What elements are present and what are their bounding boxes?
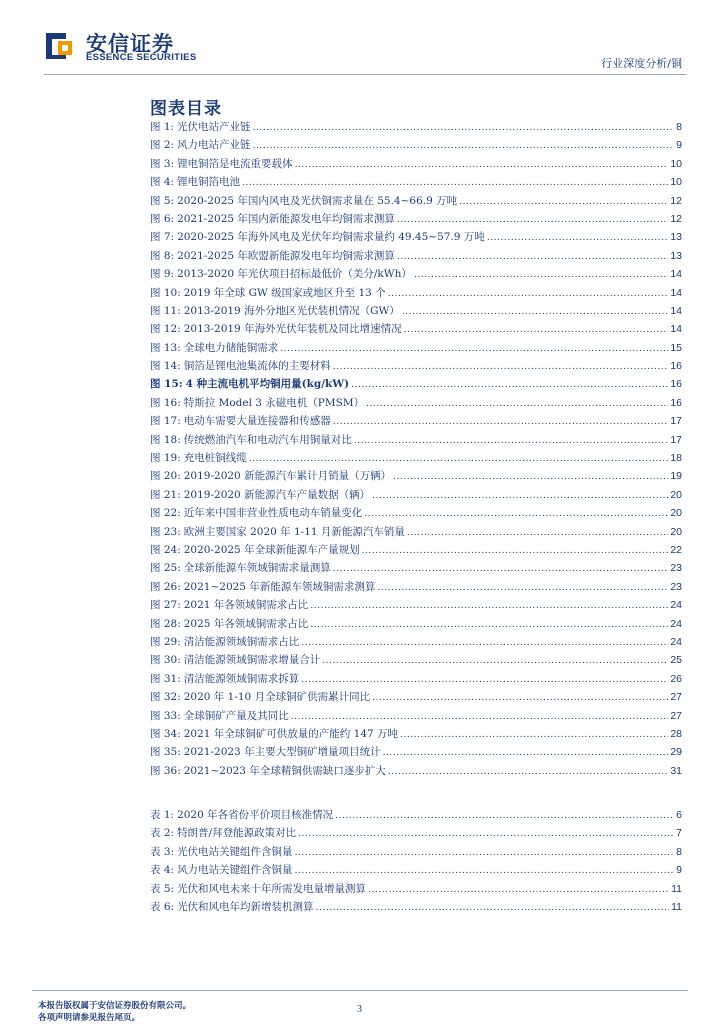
- figure-list: [150, 118, 682, 780]
- entry-title: 2020 年 1-10 月全球铜矿供需累计同比: [183, 691, 371, 704]
- entry-label: 表 3:: [150, 845, 175, 858]
- entry-page-number: 25: [670, 654, 682, 667]
- entry-title: 2021~2023 年全球精铜供需缺口逐步扩大: [183, 764, 386, 777]
- figure-entry[interactable]: [150, 670, 682, 688]
- dot-leader: [253, 136, 675, 154]
- dot-leader: [333, 412, 669, 430]
- dot-leader: [354, 431, 669, 449]
- dot-leader: [295, 155, 669, 173]
- page-header: [0, 0, 724, 80]
- logo-chinese-name: 安信证券: [86, 32, 174, 56]
- dot-leader: [280, 339, 668, 357]
- entry-title: 传统燃油汽车和电动汽车用铜量对比: [183, 433, 352, 446]
- dot-leader: [400, 725, 668, 743]
- entry-page-number: 15: [670, 341, 682, 354]
- figure-entry[interactable]: [150, 412, 682, 430]
- dot-leader: [414, 265, 668, 283]
- entry-title: 2013-2020 年光伏项目招标最低价（美分/kWh）: [177, 268, 412, 281]
- entry-label: 表 5:: [150, 882, 175, 895]
- figure-entry[interactable]: [150, 596, 682, 614]
- figure-entry[interactable]: [150, 118, 682, 136]
- entry-title: 清洁能源领域铜需求拆算: [183, 672, 300, 685]
- entry-label: 图 35:: [150, 746, 181, 759]
- entry-page-number: 12: [670, 212, 682, 225]
- figure-entry[interactable]: [150, 541, 682, 559]
- entry-label: 表 4:: [150, 864, 175, 877]
- entry-page-number: 20: [670, 488, 682, 501]
- entry-label: 图 32:: [150, 691, 181, 704]
- figure-entry[interactable]: [150, 136, 682, 154]
- entry-label: 图 9:: [150, 268, 175, 281]
- dot-leader: [407, 523, 668, 541]
- entry-label: 图 27:: [150, 599, 181, 612]
- entry-label: 图 21:: [150, 488, 181, 501]
- dot-leader: [316, 898, 670, 916]
- table-entry[interactable]: [150, 824, 682, 842]
- entry-label: 表 1:: [150, 809, 175, 821]
- entry-title: 2020-2025 年全球新能源车产量规划: [183, 543, 360, 556]
- entry-title: 2020-2025 年国内风电及光伏铜需求量在 55.4~66.9 万吨: [177, 194, 458, 207]
- dot-leader: [487, 228, 669, 246]
- figure-entry[interactable]: [150, 688, 682, 706]
- entry-title: 2019 年全球 GW 级国家或地区升至 13 个: [183, 286, 386, 299]
- entry-page-number: 27: [670, 691, 682, 704]
- entry-page-number: 17: [670, 415, 682, 428]
- entry-page-number: 13: [670, 249, 682, 262]
- entry-label: 图 6:: [150, 212, 175, 225]
- entry-label: 图 30:: [150, 654, 181, 667]
- dot-leader: [372, 486, 668, 504]
- entry-title: 电动车需要大量连接器和传感器: [183, 415, 331, 428]
- entry-title: 2021 年各领域铜需求占比: [183, 599, 309, 612]
- entry-label: 图 29:: [150, 635, 181, 648]
- entry-label: 图 12:: [150, 323, 181, 336]
- entry-label: 图 2:: [150, 139, 175, 152]
- dot-leader: [372, 688, 668, 706]
- entry-page-number: 24: [670, 617, 682, 630]
- dot-leader: [291, 707, 669, 725]
- entry-title: 2021-2023 年主要大型铜矿增量项目统计: [183, 746, 381, 759]
- figure-entry[interactable]: [150, 265, 682, 283]
- entry-title: 欧洲主要国家 2020 年 1-11 月新能源汽车销量: [183, 525, 405, 538]
- figure-entry[interactable]: [150, 615, 682, 633]
- figure-entry[interactable]: [150, 467, 682, 485]
- table-entry[interactable]: [150, 806, 682, 824]
- entry-page-number: 16: [670, 396, 682, 409]
- entry-page-number: 8: [676, 845, 682, 858]
- figure-entry[interactable]: [150, 707, 682, 725]
- dot-leader: [249, 449, 669, 467]
- entry-page-number: 20: [670, 525, 682, 538]
- footer-copyright: 本报告版权属于安信证券股份有限公司。: [38, 1001, 192, 1011]
- dot-leader: [253, 118, 675, 136]
- entry-label: 图 17:: [150, 415, 181, 428]
- entry-title: 清洁能源领域铜需求占比: [183, 635, 300, 648]
- entry-label: 图 19:: [150, 452, 181, 465]
- entry-page-number: 14: [670, 323, 682, 336]
- entry-page-number: 9: [676, 139, 682, 152]
- table-entry[interactable]: [150, 880, 682, 898]
- entry-page-number: 22: [670, 543, 682, 556]
- entry-page-number: 18: [670, 452, 682, 465]
- entry-title: 清洁能源领域铜需求增量合计: [183, 654, 321, 667]
- footer-notice: 各项声明请参见报告尾页。: [38, 1013, 141, 1023]
- entry-title: 近年来中国非营业性质电动车销量变化: [183, 507, 363, 520]
- entry-label: 图 23:: [150, 525, 181, 538]
- entry-page-number: 24: [670, 635, 682, 648]
- entry-label: 图 11:: [150, 304, 181, 317]
- dot-leader: [295, 861, 675, 879]
- entry-title: 光伏和风电未来十年所需发电量增量测算: [177, 882, 367, 895]
- entry-title: 特朗普/拜登能源政策对比: [177, 827, 297, 840]
- dot-leader: [242, 173, 668, 191]
- entry-page-number: 16: [670, 360, 682, 373]
- entry-label: 图 4:: [150, 176, 175, 189]
- entry-page-number: 8: [676, 121, 682, 133]
- dot-leader: [368, 880, 669, 898]
- entry-label: 图 26:: [150, 580, 181, 593]
- entry-page-number: 11: [671, 882, 682, 895]
- entry-title: 2013-2019 海外分地区光伏装机情况（GW）: [183, 304, 400, 317]
- figure-entry[interactable]: [150, 486, 682, 504]
- entry-title: 2013-2019 年海外光伏年装机及同比增速情况: [183, 323, 402, 336]
- entry-title: 2025 年各领域铜需求占比: [183, 617, 309, 630]
- dot-leader: [335, 806, 674, 824]
- entry-page-number: 27: [670, 709, 682, 722]
- entry-page-number: 10: [670, 176, 682, 189]
- entry-title: 特斯拉 Model 3 永磁电机（PMSM）: [183, 396, 365, 409]
- table-entry[interactable]: [150, 861, 682, 879]
- entry-label: 图 7:: [150, 231, 175, 244]
- figure-entry[interactable]: [150, 192, 682, 210]
- essence-logo-icon: [44, 29, 76, 61]
- figure-entry[interactable]: [150, 357, 682, 375]
- dot-leader: [377, 578, 668, 596]
- figure-entry[interactable]: [150, 247, 682, 265]
- entry-title: 风力电站关键组件含铜量: [177, 864, 293, 877]
- entry-title: 2021 年全球铜矿可供放量的产能约 147 万吨: [183, 727, 399, 740]
- entry-title: 2021~2025 年新能源车领域铜需求测算: [183, 580, 376, 593]
- figure-entry[interactable]: [150, 651, 682, 669]
- figure-entry[interactable]: [150, 302, 682, 320]
- entry-label: 表 6:: [150, 900, 175, 913]
- figure-entry[interactable]: [150, 210, 682, 228]
- entry-page-number: 6: [676, 809, 682, 821]
- entry-label: 图 1:: [150, 121, 175, 133]
- entry-page-number: 19: [670, 470, 682, 483]
- entry-page-number: 20: [670, 507, 682, 520]
- entry-label: 图 34:: [150, 727, 181, 740]
- dot-leader: [402, 302, 669, 320]
- dot-leader: [362, 541, 669, 559]
- table-entry[interactable]: [150, 843, 682, 861]
- dot-leader: [295, 843, 675, 861]
- figure-entry[interactable]: [150, 725, 682, 743]
- entry-title: 全球铜矿产量及其同比: [183, 709, 289, 722]
- toc-title: 图表目录: [150, 99, 222, 119]
- entry-label: 图 3:: [150, 157, 175, 170]
- entry-page-number: 31: [670, 764, 682, 777]
- figure-entry[interactable]: [150, 743, 682, 761]
- entry-page-number: 14: [670, 304, 682, 317]
- figure-entry[interactable]: [150, 284, 682, 302]
- figure-entry[interactable]: [150, 762, 682, 780]
- footer-disclaimer: [38, 1000, 191, 1024]
- dot-leader: [388, 284, 669, 302]
- entry-title: 锂电铜箔是电流重要载体: [177, 157, 293, 170]
- entry-label: 图 10:: [150, 286, 181, 299]
- entry-label: 图 16:: [150, 396, 181, 409]
- entry-page-number: 7: [676, 827, 682, 840]
- entry-label: 图 36:: [150, 764, 181, 777]
- entry-page-number: 12: [670, 194, 682, 207]
- entry-label: 图 5:: [150, 194, 175, 207]
- dot-leader: [364, 504, 668, 522]
- entry-title: 2019-2020 新能源汽车产量数据（辆）: [183, 488, 371, 501]
- entry-page-number: 14: [670, 286, 682, 299]
- table-list: [150, 806, 682, 916]
- entry-title: 全球新能源车领域铜需求量测算: [183, 562, 331, 575]
- dot-leader: [310, 596, 668, 614]
- entry-title: 风力电站产业链: [177, 139, 251, 152]
- entry-page-number: 29: [670, 746, 682, 759]
- table-entry[interactable]: [150, 898, 682, 916]
- dot-leader: [298, 824, 674, 842]
- figure-entry[interactable]: [150, 228, 682, 246]
- figure-entry[interactable]: [150, 375, 682, 393]
- figure-entry[interactable]: [150, 523, 682, 541]
- entry-title: 充电桩铜线缆: [183, 452, 247, 465]
- entry-title: 2020 年各省份平价项目核准情况: [177, 809, 334, 821]
- figure-entry[interactable]: [150, 633, 682, 651]
- entry-label: 表 2:: [150, 827, 175, 840]
- figure-entry[interactable]: [150, 559, 682, 577]
- entry-title: 光伏电站关键组件含铜量: [177, 845, 293, 858]
- header-divider: [44, 74, 686, 75]
- entry-label: 图 24:: [150, 543, 181, 556]
- entry-page-number: 26: [670, 672, 682, 685]
- dot-leader: [351, 375, 668, 393]
- entry-title: 2019-2020 新能源汽车累计月销量（万辆）: [183, 470, 392, 483]
- dot-leader: [397, 247, 668, 265]
- entry-page-number: 23: [670, 562, 682, 575]
- entry-title: 2021-2025 年欧盟新能源发电年均铜需求测算: [177, 249, 395, 262]
- figure-entry[interactable]: [150, 394, 682, 412]
- dot-leader: [388, 762, 668, 780]
- entry-label: 图 18:: [150, 433, 181, 446]
- dot-leader: [322, 651, 668, 669]
- entry-title: 铜箔是锂电池集流体的主要材料: [183, 360, 331, 373]
- entry-page-number: 17: [670, 433, 682, 446]
- entry-page-number: 13: [670, 231, 682, 244]
- entry-label: 图 31:: [150, 672, 181, 685]
- page-number: 3: [357, 1004, 362, 1015]
- dot-leader: [397, 210, 668, 228]
- entry-label: 图 20:: [150, 470, 181, 483]
- dot-leader: [393, 467, 668, 485]
- entry-page-number: 16: [670, 378, 682, 391]
- dot-leader: [383, 743, 669, 761]
- figure-entry[interactable]: [150, 173, 682, 191]
- report-type: 行业深度分析/铜: [601, 57, 682, 70]
- figure-entry[interactable]: [150, 504, 682, 522]
- entry-title: 锂电铜箔电池: [177, 176, 241, 189]
- entry-label: 图 13:: [150, 341, 181, 354]
- entry-title: 4 种主流电机平均铜用量(kg/kW): [185, 378, 350, 391]
- figure-entry[interactable]: [150, 339, 682, 357]
- entry-page-number: 23: [670, 580, 682, 593]
- dot-leader: [333, 559, 669, 577]
- entry-title: 2021-2025 年国内新能源发电年均铜需求测算: [177, 212, 395, 225]
- footer-divider: [32, 990, 688, 991]
- entry-page-number: 28: [670, 727, 682, 740]
- entry-label: 图 25:: [150, 562, 181, 575]
- entry-title: 光伏和风电年均新增装机测算: [177, 900, 314, 913]
- figure-entry[interactable]: [150, 431, 682, 449]
- entry-label: 图 14:: [150, 360, 181, 373]
- logo-english-name: ESSENCE SECURITIES: [86, 52, 197, 63]
- entry-label: 图 28:: [150, 617, 181, 630]
- dot-leader: [333, 357, 669, 375]
- entry-page-number: 14: [670, 268, 682, 281]
- dot-leader: [366, 394, 668, 412]
- entry-title: 光伏电站产业链: [177, 121, 251, 133]
- dot-leader: [301, 670, 668, 688]
- entry-page-number: 11: [671, 900, 682, 913]
- figure-entry[interactable]: [150, 578, 682, 596]
- entry-title: 全球电力储能铜需求: [183, 341, 279, 354]
- entry-page-number: 10: [670, 157, 682, 170]
- figure-entry[interactable]: [150, 320, 682, 338]
- figure-entry[interactable]: [150, 155, 682, 173]
- entry-label: 图 22:: [150, 507, 181, 520]
- entry-label: 图 15:: [150, 378, 183, 391]
- dot-leader: [310, 615, 668, 633]
- entry-page-number: 9: [676, 864, 682, 877]
- dot-leader: [404, 320, 669, 338]
- dot-leader: [301, 633, 668, 651]
- entry-label: 图 33:: [150, 709, 181, 722]
- dot-leader: [459, 192, 668, 210]
- entry-page-number: 24: [670, 599, 682, 612]
- figure-entry[interactable]: [150, 449, 682, 467]
- entry-label: 图 8:: [150, 249, 175, 262]
- entry-title: 2020-2025 年海外风电及光伏年均铜需求量约 49.45~57.9 万吨: [177, 231, 485, 244]
